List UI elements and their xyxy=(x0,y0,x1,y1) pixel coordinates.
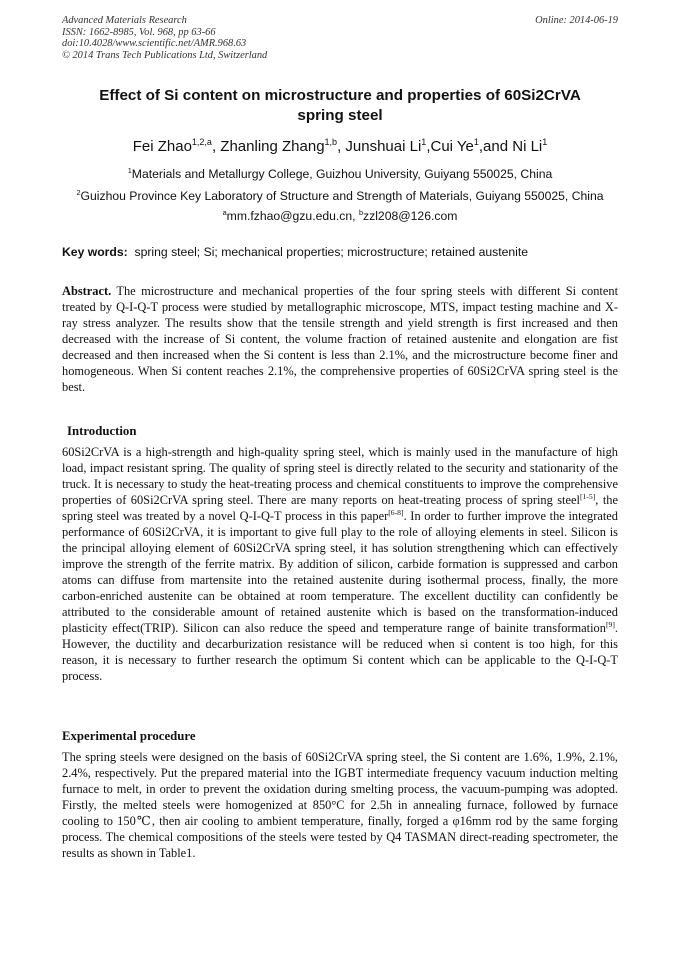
introduction-paragraph xyxy=(62,444,618,684)
experimental-paragraph: The spring steels were designed on the basis of 60Si2CrVA spring steel, the Si content are 1.6%, 1.9%, 2.1%, 2.4%, respectively. Put the prepared material into the IGBT intermediate frequency vacuum induction melting furnace to melt, in order to prevent the oxidation during smelting process, the vacuum-pumping was adopted. Firstly, the melted steels were homogenized at 850°C for 2.5h in annealing furnace, followed by furnace cooling to 150℃, then air cooling to ambient temperature, finally, forged a φ16mm rod by the same forging process. The chemical compositions of the steels were tested by Q4 TASMAN direct-reading spectrometer, the results as shown in Table1. xyxy=(62,750,618,860)
citation[interactable]: [1-5] xyxy=(579,491,596,501)
author-emails xyxy=(62,209,618,224)
journal-copyright: © 2014 Trans Tech Publications Ltd, Switzerland xyxy=(62,49,268,61)
affiliation-mark: 2 xyxy=(76,187,81,197)
paragraph-text: . In order to further improve the integrated performance of 60Si2CrVA, it is important to give full play to the role of alloying elements in steel. Silicon is the principal alloying element of 60Si2CrVA spring steel, it has solution strengthening which can effectively improve the strength of the ferrite matrix. By addition of silicon, carbide formation is suppressed and carbon atoms can diffuse from martensite into the retained austenite during isothermal process, finally, the more carbon-enriched austenite can be obtained at room temperature. The excellent ductility can confidently be attributed to the considerable amount of retained austenite which is based on the transformation-induced plasticity effect(TRIP). Silicon can also reduce the speed and temperature range of bainite transformation xyxy=(62,509,619,635)
affiliation-mark: 1 xyxy=(127,165,132,175)
section-heading-experimental: Experimental procedure xyxy=(62,729,196,743)
section-heading-introduction: Introduction xyxy=(67,424,137,438)
author-separator: , xyxy=(478,138,484,155)
author-affiliation-mark: 1 xyxy=(473,137,479,147)
author-list xyxy=(62,137,618,157)
author-separator: , xyxy=(211,138,221,155)
online-date: Online: 2014-06-19 xyxy=(535,15,618,26)
journal-header xyxy=(62,15,618,61)
abstract-label: Abstract. xyxy=(62,284,112,298)
keywords-label: Key words: xyxy=(62,245,128,259)
author-name: Fei Zhao xyxy=(132,138,192,155)
email-link[interactable]: mm.fzhao@gzu.edu.cn, xyxy=(226,209,359,223)
author-affiliation-mark: 1,b xyxy=(324,137,338,147)
journal-doi: doi:10.4028/www.scientific.net/AMR.968.63 xyxy=(62,38,247,50)
journal-issn: ISSN: 1662-8985, Vol. 968, pp 63-66 xyxy=(62,26,216,38)
affiliation-2 xyxy=(40,189,640,204)
abstract-text: The microstructure and mechanical properties of the four spring steels with different Si content treated by Q-I-Q-T process were studied by metallographic microscope, MTS, impact testing machine and X-ray stress analyzer. The results show that the tensile strength and yield strength is first increased and then decreased with the increase of Si content, the volume fraction of retained austenite and elongation are fist decreased and then increased when the Si content is less than 2.1%, and the microstructure become finer and homogeneous. When Si content reaches 2.1%, the comprehensive properties of 60Si2CrVA spring steel is the best. xyxy=(62,284,619,394)
email-mark: b xyxy=(358,207,364,217)
author-affiliation-mark: 1 xyxy=(542,137,548,147)
affiliation-1 xyxy=(40,167,640,182)
author-name: Zhanling Zhang xyxy=(220,138,325,155)
email-link[interactable]: zzl208@126.com xyxy=(363,209,458,223)
author-affiliation-mark: 1,2,a xyxy=(191,137,212,147)
author-separator: , xyxy=(337,138,346,155)
author-separator: , xyxy=(426,138,431,155)
abstract xyxy=(62,283,618,395)
paragraph-text: 60Si2CrVA is a high-strength and high-quality spring steel, which is mainly used in the manufacture of high load, impact resistant spring. The quality of spring steel is directly related to the security and stationarity of the truck. It is necessary to study the heat-treating process and chemical constituents to improve the comprehensive properties of 60Si2CrVA spring steel. There are many reports on heat-treating process of spring steel xyxy=(62,445,618,507)
author-name: and Ni Li xyxy=(483,138,543,155)
paragraph-text: , the spring steel was treated by a novel Q-I-Q-T process in this paper xyxy=(62,493,618,523)
keywords-text: spring steel; Si; mechanical properties; microstructure; retained austenite xyxy=(134,245,529,259)
author-name: Cui Ye xyxy=(430,138,474,155)
citation[interactable]: [6-8] xyxy=(388,507,404,517)
paragraph-text: . However, the ductility and decarburization resistance will be reduced when si content is too high, for this reason, it is necessary to further research the optimum Si content which can be applicable to the Q-I-Q-T process. xyxy=(62,621,618,683)
affiliation-text: Guizhou Province Key Laboratory of Structure and Strength of Materials, Guiyang 550025, China xyxy=(80,189,604,203)
author-name: Junshuai Li xyxy=(345,138,422,155)
author-affiliation-mark: 1 xyxy=(421,137,427,147)
paper-title xyxy=(62,86,618,126)
keywords xyxy=(62,245,618,260)
paper-title-line-2: spring steel xyxy=(297,107,383,124)
paper-title-line-1: Effect of Si content on microstructure and properties of 60Si2CrVA xyxy=(99,87,581,104)
journal-name: Advanced Materials Research xyxy=(62,15,187,26)
affiliation-text: Materials and Metallurgy College, Guizhou University, Guiyang 550025, China xyxy=(131,167,553,181)
citation[interactable]: [9] xyxy=(605,619,615,629)
email-mark: a xyxy=(222,207,227,217)
